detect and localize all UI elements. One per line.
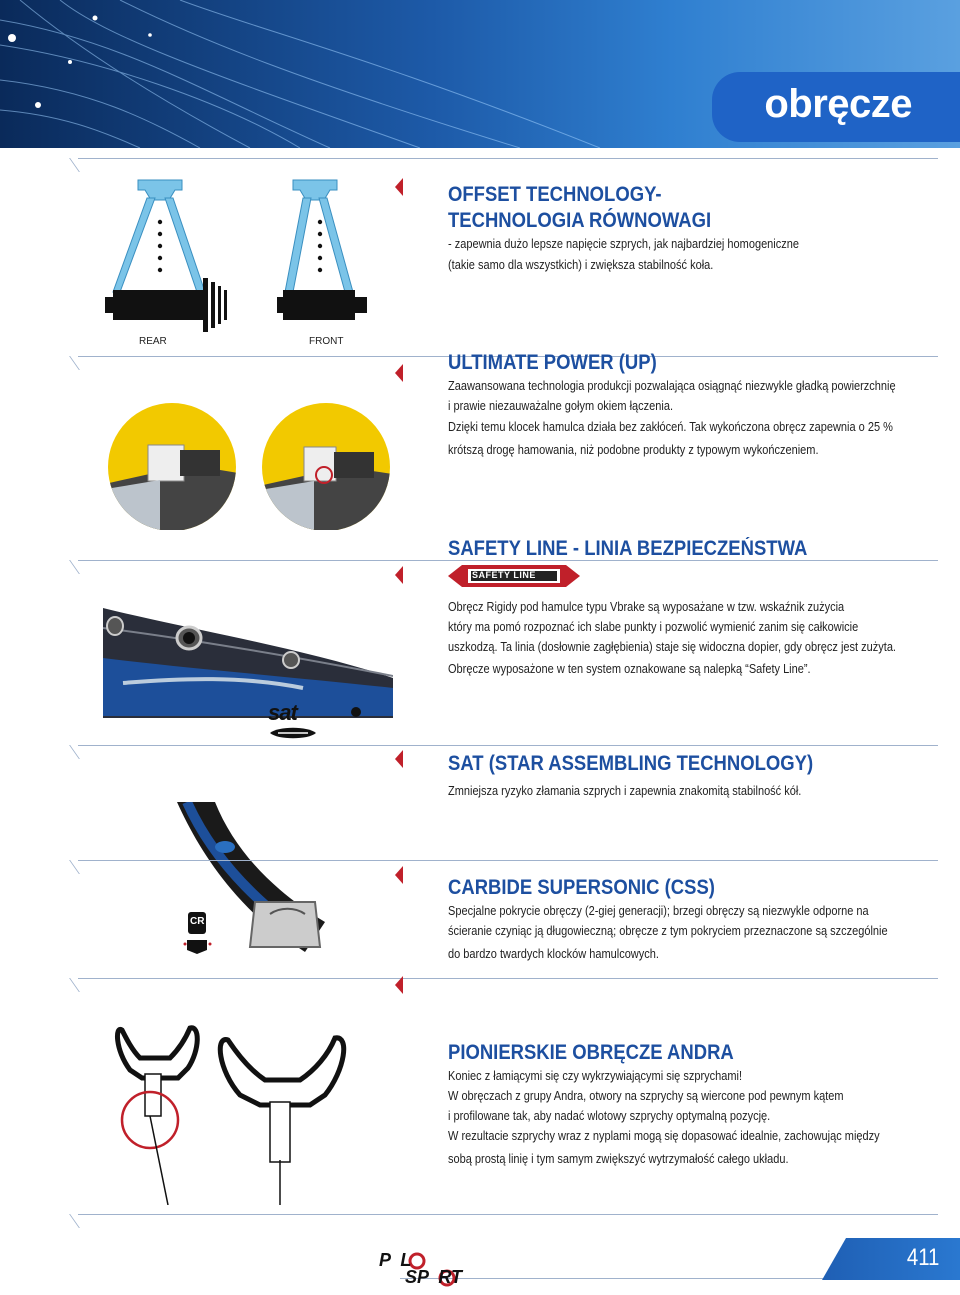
section-text: W obręczach z grupy Andra, otwory na szprychy są wiercone pod pewnym kątem [448, 1089, 844, 1103]
section-text: ścieranie czyniąc ją długowieczną; obręcze z tym pokryciem przeznaczone są szczególnie [448, 924, 888, 938]
section-heading: PIONIERSKIE OBRĘCZE ANDRA [448, 1041, 734, 1064]
section-offset [448, 182, 898, 276]
brake-comparison-images [100, 395, 400, 530]
page-title: obręcze [764, 82, 912, 126]
section-text: W rezultacie szprychy wraz z nyplami mogą się dopasować idealnie, zachowując między [448, 1129, 880, 1143]
section-safety-line [448, 536, 898, 681]
section-text: sobą prostą linię i tym samym zwiększyć wytrzymałość całego układu. [448, 1152, 789, 1166]
section-text: i profilowane tak, aby nadać wlotowy szprychy optymalną pozycję. [448, 1109, 771, 1123]
section-text: krótszą drogę hamowania, niż podobne produkty z typowym wykończeniem. [448, 443, 819, 457]
section-marker [395, 976, 403, 994]
page-number: 411 [906, 1244, 940, 1271]
section-marker [395, 178, 403, 196]
polsport-logo [375, 1250, 510, 1290]
sat-logo-text: sat [268, 700, 297, 725]
section-carbide [448, 875, 898, 967]
section-text: Obręcz Rigidy pod hamulce typu Vbrake są wyposażane w tzw. wskaźnik zużycia [448, 600, 845, 614]
section-text: Zaawansowana technologia produkcji pozwalająca osiągnąć niezwykle gładką powierzchnię [448, 379, 896, 393]
section-text: Zmniejsza ryzyko złamania szprych i zapewnia znakomitą stabilność kół. [448, 784, 802, 798]
section-text: Dzięki temu klocek hamulca działa bez zakłóceń. Tak wykończona obręcz zapewnia o 25 % [448, 420, 893, 434]
section-andra [448, 1040, 898, 1172]
section-marker [395, 566, 403, 584]
section-text: który ma pomó rozpoznać ich slabe punkty i pozwolić wymienić zanim się całkowicie [448, 620, 859, 634]
logo-text-bottom: SP RT [405, 1267, 463, 1287]
divider [78, 745, 938, 746]
section-text: do bardzo twardych klocków hamulcowych. [448, 947, 659, 961]
section-heading: ULTIMATE POWER (UP) [448, 351, 657, 374]
section-marker [395, 750, 403, 768]
front-label: FRONT [309, 336, 344, 347]
section-sat [448, 751, 898, 801]
divider [78, 860, 938, 861]
section-ultimate-power [448, 350, 898, 462]
star-icon [346, 702, 366, 722]
logo-text-top: P L [379, 1250, 412, 1270]
safety-line-badge [448, 565, 898, 589]
section-text: Koniec z łamiącymi się czy wykrzywiającymi się szprychami! [448, 1069, 743, 1083]
section-text: uszkodzą. Ta linia (dosłownie zagłębienia) staje się widoczna dopier, gdy obręcz jest zużyta. [448, 640, 896, 654]
rear-label: REAR [139, 336, 167, 347]
css-badge-text: CR [190, 916, 205, 927]
header-banner [0, 0, 960, 148]
section-text: (takie samo dla wszystkich) i zwiększa stabilność koła. [448, 258, 714, 272]
section-text: Obręcze wyposażone w ten system oznakowane są nalepką “Safety Line”. [448, 662, 811, 676]
section-marker [395, 364, 403, 382]
divider [78, 1214, 938, 1215]
section-text: i prawie niezauważalne gołym okiem łączenia. [448, 399, 674, 413]
section-heading: TECHNOLOGIA RÓWNOWAGI [448, 209, 712, 232]
section-text: Specjalne pokrycie obręczy (2-giej generacji); brzegi obręczy są niezwykle odporne na [448, 904, 869, 918]
divider [78, 978, 938, 979]
section-heading: CARBIDE SUPERSONIC (CSS) [448, 876, 715, 899]
divider [78, 158, 938, 159]
andra-rim-diagram [110, 1010, 370, 1205]
section-heading: SAFETY LINE - LINIA BEZPIECZEŃSTWA [448, 537, 808, 560]
section-heading: OFFSET TECHNOLOGY- [448, 183, 662, 206]
offset-wheel-diagram [105, 172, 375, 352]
css-badge [183, 910, 213, 955]
section-text: - zapewnia dużo lepsze napięcie szprych, jak najbardziej homogeniczne [448, 237, 799, 251]
section-marker [395, 866, 403, 884]
sat-logo [268, 700, 378, 740]
section-heading: SAT (STAR ASSEMBLING TECHNOLOGY) [448, 752, 814, 775]
wheel-logo-icon [268, 726, 318, 740]
safety-line-badge-text: SAFETY LINE [472, 570, 536, 580]
